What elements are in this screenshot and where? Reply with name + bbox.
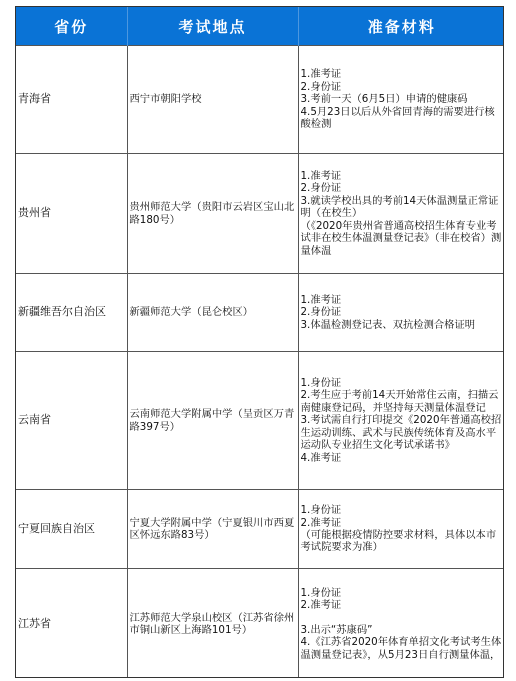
province-cell: 宁夏回族自治区	[16, 490, 127, 569]
province-cell: 贵州省	[16, 154, 127, 274]
materials-cell	[298, 569, 504, 679]
table-row	[16, 46, 504, 154]
site-cell: 西宁市朝阳学校	[127, 46, 298, 154]
header-site: 考试地点	[127, 7, 298, 46]
material-item: 4.《江苏省2020年体育单招文化考试考生体温测量登记表》，从5月23日自行测量体温，	[300, 636, 502, 661]
material-item: 1.准考证	[300, 170, 342, 183]
province-cell: 江苏省	[16, 569, 127, 679]
table-header-row	[16, 7, 504, 46]
material-item: 3.就读学校出具的考前14天体温测量正常证明（在校生）	[300, 194, 499, 220]
material-item: （《2020年贵州省普通高校招生体育专业考试非在校生体温测量登记表》（非在校省）测量体温	[300, 219, 502, 257]
materials-cell	[298, 46, 504, 154]
header-province: 省份	[16, 7, 127, 46]
province-cell: 新疆维吾尔自治区	[16, 274, 127, 352]
material-item: 4.5月23日以后从外省回青海的需要进行核酸检测	[300, 105, 495, 131]
exam-table-frame	[15, 6, 504, 678]
province-cell: 青海省	[16, 46, 127, 154]
header-materials: 准备材料	[298, 7, 504, 46]
province-cell: 云南省	[16, 352, 127, 490]
material-item: 1.身份证	[300, 377, 342, 390]
material-item: 3.体温检测登记表、双抗检测合格证明	[300, 318, 476, 331]
material-item: 2.准考证	[300, 516, 342, 529]
materials-cell	[298, 274, 504, 352]
table-row	[16, 352, 504, 490]
material-item: （可能根据疫情防控要求材料，具体以本市考试院要求为准）	[300, 529, 497, 554]
exam-info-table	[16, 7, 504, 678]
material-item: 1.身份证	[300, 586, 342, 599]
material-item: 3.出示“苏康码”	[300, 624, 373, 636]
site-cell: 宁夏大学附属中学（宁夏银川市西夏区怀远东路83号）	[127, 490, 298, 569]
material-item: 1.准考证	[300, 293, 342, 306]
material-item: 2.身份证	[300, 182, 342, 195]
material-item: 3.考前一天（6月5日）申请的健康码	[300, 93, 468, 106]
table-row	[16, 274, 504, 352]
material-item: 3.考试需自行打印提交《2020年普通高校招生运动训练、武术与民族传统体育及高水平运动队专业招生文化考试承诺书》	[300, 414, 502, 452]
material-item: 2.身份证	[300, 306, 342, 319]
site-cell: 新疆师范大学（昆仑校区）	[127, 274, 298, 352]
table-row	[16, 154, 504, 274]
material-item: 1.准考证	[300, 68, 342, 81]
material-item	[301, 612, 504, 624]
material-item: 2.准考证	[300, 599, 342, 612]
material-item: 1.身份证	[300, 504, 342, 517]
materials-cell	[298, 352, 504, 490]
material-item: 4.准考证	[300, 451, 342, 464]
materials-cell	[298, 490, 504, 569]
material-item: 2.身份证	[300, 80, 342, 93]
materials-cell	[298, 154, 504, 274]
table-row	[16, 490, 504, 569]
site-cell: 贵州师范大学（贵阳市云岩区宝山北路180号）	[127, 154, 298, 274]
site-cell: 江苏师范大学泉山校区（江苏省徐州市铜山新区上海路101号）	[127, 569, 298, 679]
table-row	[16, 569, 504, 679]
site-cell: 云南师范大学附属中学（呈贡区万青路397号）	[127, 352, 298, 490]
material-item: 2.考生应于考前14天开始常住云南，扫描云南健康登记码，并坚持每天测量体温登记	[300, 389, 499, 414]
